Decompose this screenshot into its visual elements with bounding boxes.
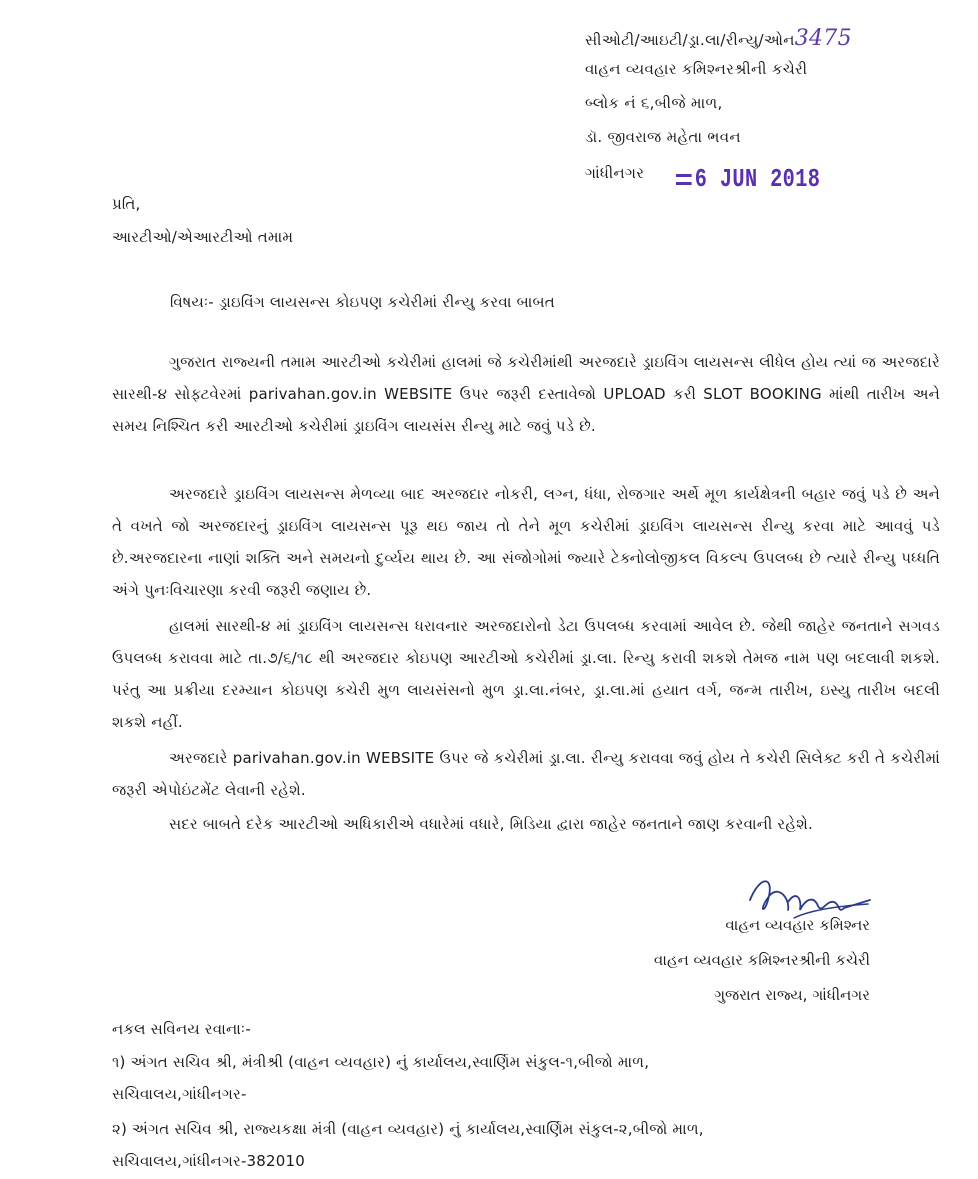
body-paragraph-1: ગુજરાત રાજ્યની તમામ આરટીઓ કચેરીમાં હાલમાં જે કચેરીમાંથી અરજદારે ડ્રાઇવિંગ લાયસન્સ લીધેલ હોય ત્યાં જ અરજદારે સારથી-૪ સોફ્ટવેરમાં parivahan.gov.in WEBSITE ઉપર જરૂરી દસ્તાવેજો UPLOAD કરી SLOT BOOKING માંથી તારીખ અને સમય નિશ્ચિત કરી આરટીઓ કચેરીમાં ડ્રાઇવિંગ લાયસંસ રીન્યુ માટે જવું પડે છે. <box>112 353 940 435</box>
signatory-place: ગુજરાત રાજ્ય, ગાંધીનગર <box>714 986 870 1004</box>
signatory-title: વાહન વ્યવહાર કમિશ્નર <box>725 916 870 934</box>
copy-to-item-1: ૧) અંગત સચિવ શ્રી, મંત્રીશ્રી (વાહન વ્યવહાર) નું કાર્યાલય,સ્વાર્ણિમ સંકુલ-૧,બીજો માળ, <box>112 1053 650 1071</box>
copy-to-item-1-cont: સચિવાલય,ગાંધીનગર- <box>112 1085 247 1103</box>
date-stamp <box>676 164 820 194</box>
copy-to-item-2: ૨) અંગત સચિવ શ્રી, રાજ્યકક્ષા મંત્રી (વાહન વ્યવહાર) નું કાર્યાલય,સ્વાર્ણિમ સંકુલ-૨,બીજો માળ, <box>112 1120 704 1138</box>
copy-to-item-2-cont: સચિવાલય,ગાંધીનગર-382010 <box>112 1152 306 1170</box>
office-city: ગાંધીનગર <box>585 164 645 182</box>
reference-prefix: સીઓટી/આઇટી/ડ્રા.લા/રીન્યુ/ઓન <box>585 31 795 49</box>
handwritten-reference-number: 3475 <box>794 26 852 51</box>
date-stamp-text: 6 JUN 2018 <box>694 164 821 194</box>
signatory-office: વાહન વ્યવહાર કમિશ્નરશ્રીની કચેરી <box>653 951 870 969</box>
recipient-label: પ્રતિ, <box>112 195 141 213</box>
office-address-building: ડૉ. જીવરાજ મહેતા ભવન <box>585 128 741 146</box>
reference-number <box>585 26 852 51</box>
office-address-block: બ્લોક નં ૬,બીજે માળ, <box>585 94 723 112</box>
body-paragraph-5: સદર બાબતે દરેક આરટીઓ અધિકારીએ વધારેમાં વધારે, મિડિયા દ્વારા જાહેર જનતાને જાણ કરવાની રહેશે. <box>169 815 813 833</box>
subject-line: વિષયઃ- ડ્રાઇવિંગ લાયસન્સ કોઇપણ કચેરીમાં રીન્યુ કરવા બાબત <box>170 293 555 311</box>
body-paragraph-2: અરજદારે ડ્રાઇવિંગ લાયસન્સ મેળવ્યા બાદ અરજદાર નોકરી, લગ્ન, ધંધા, રોજગાર અર્થે મૂળ કાર્યક્ષેત્રની બહાર જવું પડે છે અને તે વખતે જો અરજદારનું ડ્રાઇવિંગ લાયસન્સ પૂરૂ થઇ જાય તો તેને મૂળ કચેરીમાં ડ્રાઇવિંગ લાયસન્સ રીન્યુ કરવા માટે આવવું પડે છે.અરજદારના નાણાં શક્તિ અને સમયનો દુર્વ્યય થાય છે. આ સંજોગોમાં જ્યારે ટેક્નોલોજીકલ વિકલ્પ ઉપલબ્ધ છે ત્યારે રીન્યુ પધ્ધતિ અંગે પુનઃવિચારણા કરવી જરૂરી જણાય છે. <box>112 485 940 599</box>
stamp-dash-mark <box>676 174 692 185</box>
copy-to-label: નકલ સવિનય રવાનાઃ- <box>112 1020 251 1038</box>
recipient: આરટીઓ/એઆરટીઓ તમામ <box>112 228 294 246</box>
office-name: વાહન વ્યવહાર કમિશ્નરશ્રીની કચેરી <box>585 60 808 78</box>
body-paragraph-3: હાલમાં સારથી-૪ માં ડ્રાઇવિંગ લાયસન્સ ધરાવનાર અરજદારોનો ડેટા ઉપલબ્ધ કરવામાં આવેલ છે. જેથી જાહેર જનતાને સગવડ ઉપલબ્ધ કરાવવા માટે તા.૭/૬/૧૮ થી અરજદાર કોઇપણ આરટીઓ કચેરીમાં ડ્રા.લા. રિન્યુ કરાવી શકશે તેમજ નામ પણ બદલાવી શકશે. પરંતુ આ પ્રક્રીયા દરમ્યાન કોઇપણ કચેરી મુળ લાયસંસનો મુળ ડ્રા.લા.નંબર, ડ્રા.લા.માં હયાત વર્ગ, જન્મ તારીખ, ઇસ્યુ તારીખ બદલી શકશે નહીં. <box>112 617 940 731</box>
body-paragraph-4: અરજદારે parivahan.gov.in WEBSITE ઉપર જે કચેરીમાં ડ્રા.લા. રીન્યુ કરાવવા જવું હોય તે કચેરી સિલેક્ટ કરી તે કચેરીમાં જરૂરી એપોઇંટમેંટ લેવાની રહેશે. <box>112 749 940 799</box>
